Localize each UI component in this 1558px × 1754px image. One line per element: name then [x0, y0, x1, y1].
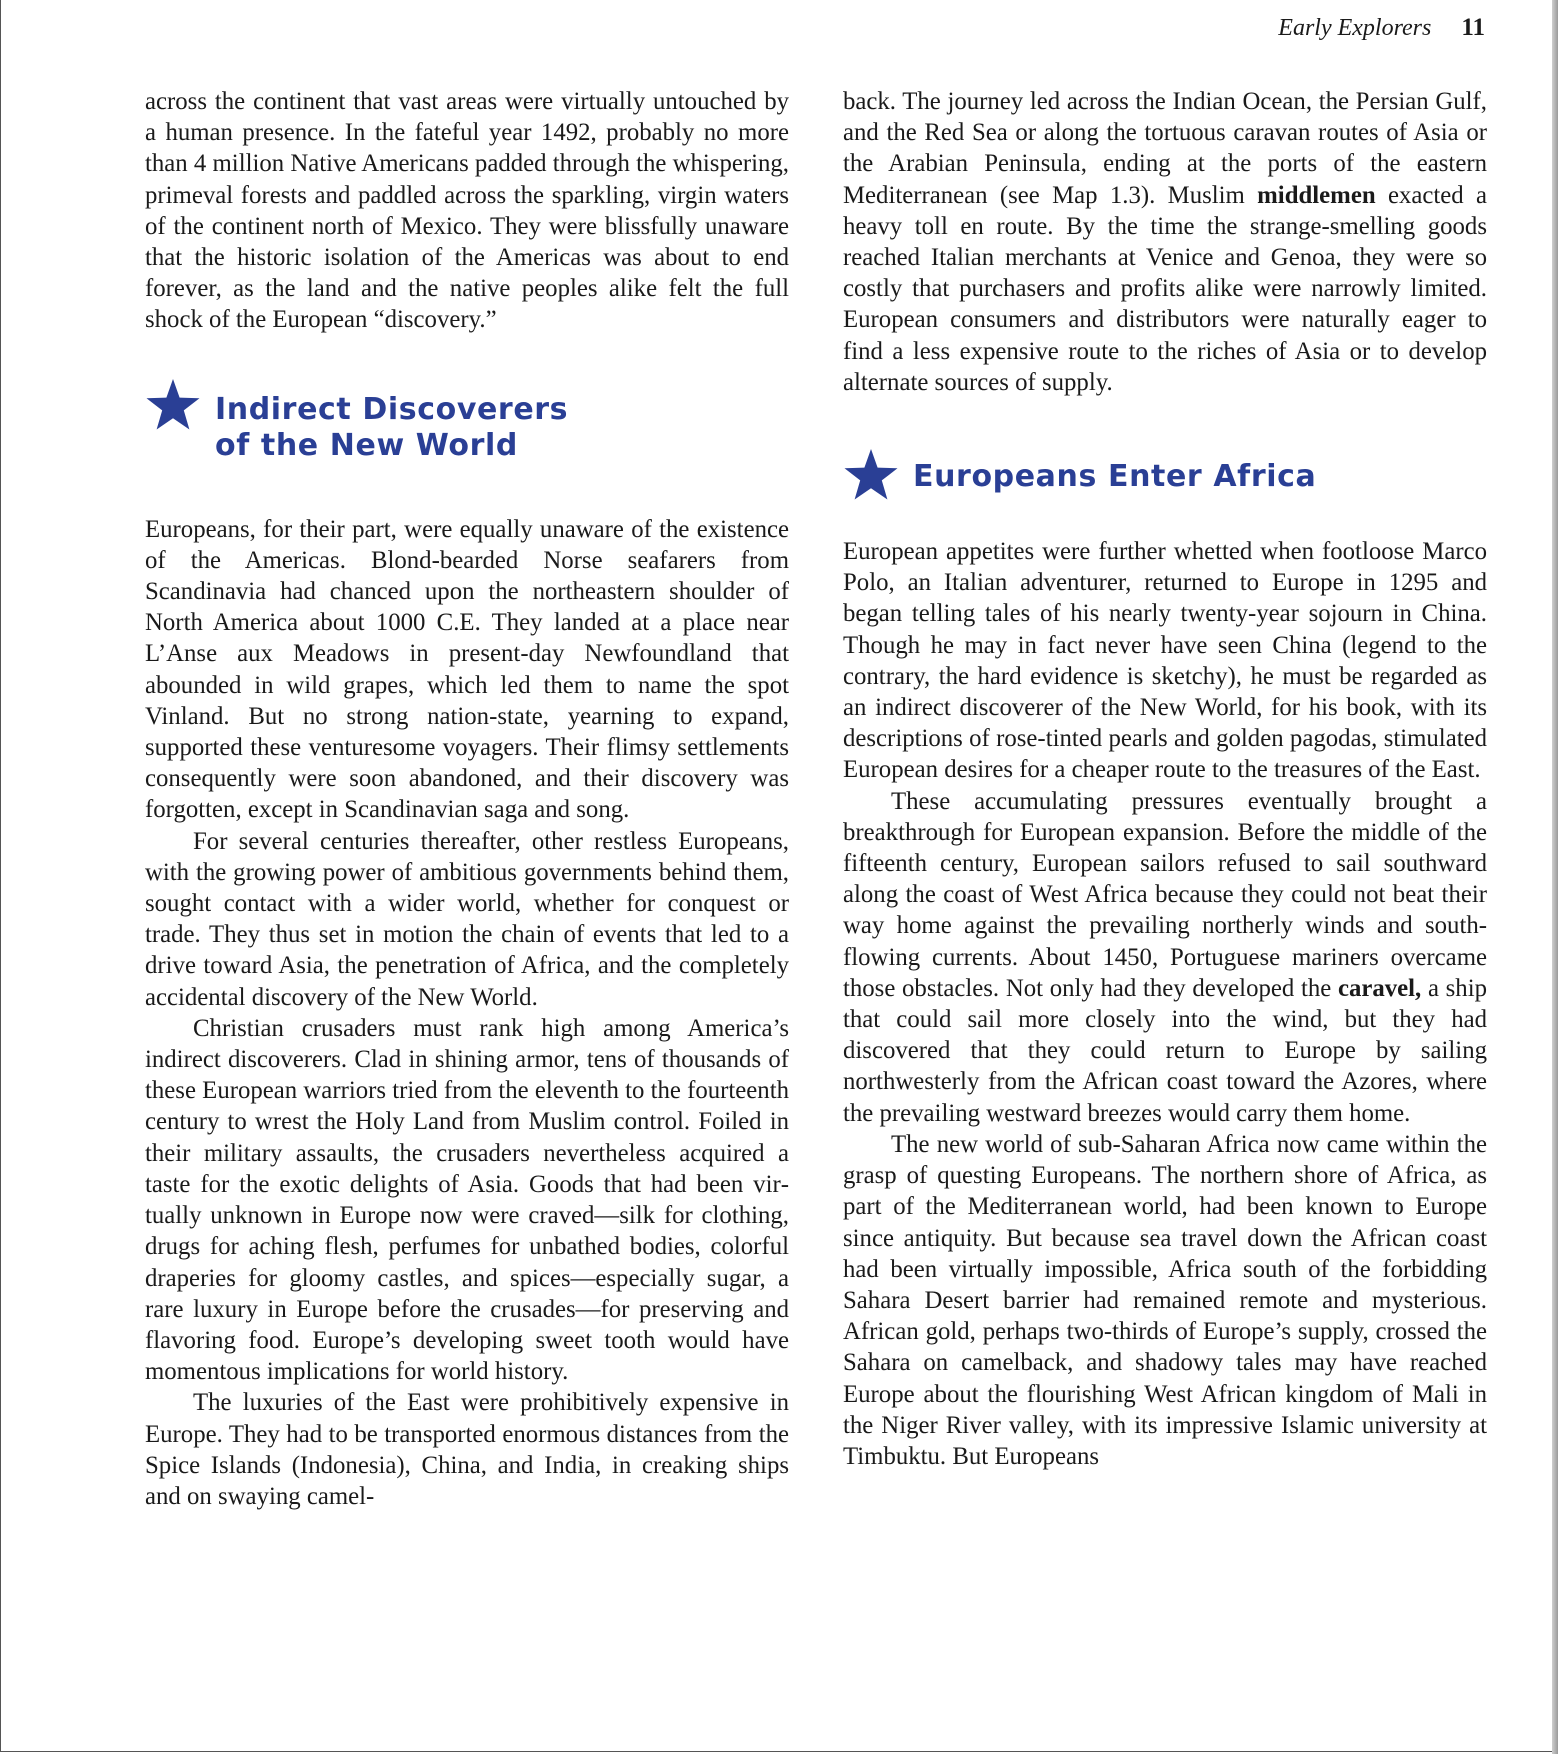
left-column	[145, 86, 789, 1512]
running-head	[1278, 10, 1485, 46]
right-paragraph-3: The new world of sub-Saharan Africa now came within the grasp of questing Europeans. The northern shore of Africa, as part of the Mediterranean world, had been known to Europe since antiquity. But because sea travel down the African coast had been virtually impossible, Africa south of the forbidding Sahara Desert barrier had remained remote and mysterious. African gold, perhaps two-thirds of Europe’s supply, crossed the Sahara on camelback, and shadowy tales may have reached Europe about the flourishing West African kingdom of Mali in the Niger River valley, with its impressive Islamic university at Timbuktu. But Europeans	[843, 1130, 1487, 1470]
section-heading-text	[913, 448, 1316, 495]
left-intro-paragraph: across the continent that vast areas were virtually untouched by a human presence. In the fateful year 1492, probably no more than 4 million Native Americans padded through the whispering, primeval forests and paddled across the sparkling, virgin waters of the continent north of Mexico. They were blissfully unaware that the historic isolation of the Americas was about to end forever, as the land and the native peoples alike felt the full shock of the European “discovery.”	[145, 88, 789, 334]
bold-term-middlemen: middlemen	[1257, 181, 1376, 209]
text-run: These accumulating pressures eventually brought a breakthrough for European expansion. Before the middle of the fifteenth century, European sailors refused to sail southward along the coast of West Africa because they could not beat their way home against the prevailing northerly winds and south-flowing currents. About 1450, Portuguese mariners overcame those obstacles. Not only had they developed the	[843, 787, 1487, 1002]
left-paragraph-1: Europeans, for their part, were equally unaware of the existence of the Americas. Blond-bearded Norse seafarers from Scandinavia had chanced upon the northeastern shoulder of North America about 1000 C.E. They landed at a place near L’Anse aux Meadows in present-day Newfoundland that abounded in wild grapes, which led them to name the spot Vinland. But no strong nation-state, yearning to expand, supported these venturesome voyagers. Their flimsy settlements consequently were soon abandoned, and their discovery was forgotten, except in Scandinavian saga and song.	[145, 515, 789, 824]
text-run: back. The journey led across the Indian Ocean, the Persian Gulf, and the Red Sea or along the tortuous caravan routes of Asia or the Arabian Peninsula, ending at the ports of the eastern Mediterranean (see Map 1.3). Muslim	[843, 88, 1487, 209]
text-run: exacted a heavy toll en route. By the time the strange-smelling goods reached Italian merchants at Venice and Genoa, they were so costly that purchasers and profits alike were narrowly limited. European consumers and distributors were naturally eager to find a less expensive route to the riches of Asia or to develop alternate sources of supply.	[843, 181, 1487, 396]
left-paragraph-4: The luxuries of the East were prohibitively expensive in Europe. They had to be transported enormous distances from the Spice Islands (Indonesia), China, and India, in creaking ships and on swaying camel-	[145, 1389, 789, 1510]
left-paragraph-3: Christian crusaders must rank high among America’s indirect discoverers. Clad in shining armor, tens of thousands of these European warriors tried from the eleventh to the fourteenth century to wrest the Holy Land from Muslim control. Foiled in their military assaults, the crusaders nevertheless acquired a taste for the exotic delights of Asia. Goods that had been virtually unknown in Europe now were craved—silk for clothing, drugs for aching flesh, perfumes for unbathed bodies, colorful draperies for gloomy castles, and spices—especially sugar, a rare luxury in Europe before the crusades—for preserving and flavoring food. Europe’s developing sweet tooth would have momentous implications for world history.	[145, 1014, 789, 1386]
running-head-title: Early Explorers	[1278, 14, 1432, 41]
bold-term-caravel: caravel,	[1337, 974, 1422, 1002]
right-paragraph-1: European appetites were further whetted when footloose Marco Polo, an Italian adventurer, returned to Europe in 1295 and began telling tales of his nearly twenty-year sojourn in China. Though he may in fact never have seen China (legend to the contrary, the hard evidence is sketchy), he must be regarded as an indirect discoverer of the New World, for his book, with its descriptions of rose-tinted pearls and golden pagodas, stimulated European desires for a cheaper route to the treasures of the East.	[843, 538, 1487, 784]
page-edge-shadow	[1552, 0, 1558, 1754]
heading-line-1: Europeans Enter Africa	[913, 459, 1317, 495]
left-paragraph-2: For several centuries thereafter, other restless Europeans, with the growing power of ambitious governments behind them, sought contact with a wider world, whether for conquest or trade. They thus set in motion the chain of events that led to a drive toward Asia, the penetration of Africa, and the completely accidental discovery of the New World.	[145, 827, 789, 1011]
star-icon	[843, 448, 899, 502]
right-column	[843, 86, 1487, 1472]
section-heading-text	[215, 378, 568, 464]
section-heading-europeans-enter-africa	[843, 448, 1487, 502]
star-icon	[145, 378, 201, 432]
section-heading-indirect-discoverers	[145, 378, 789, 464]
heading-line-2: of the New World	[215, 427, 518, 463]
right-paragraph-2	[843, 786, 1487, 1129]
heading-line-1: Indirect Discoverers	[215, 391, 569, 427]
text-run: a ship that could sail more closely into the wind, but they had discovered that they could return to Europe by sailing northwesterly from the African coast toward the Azores, where the prevailing westward breezes would carry them home.	[843, 974, 1487, 1127]
right-intro-paragraph	[843, 86, 1487, 398]
page-number: 11	[1461, 14, 1485, 41]
